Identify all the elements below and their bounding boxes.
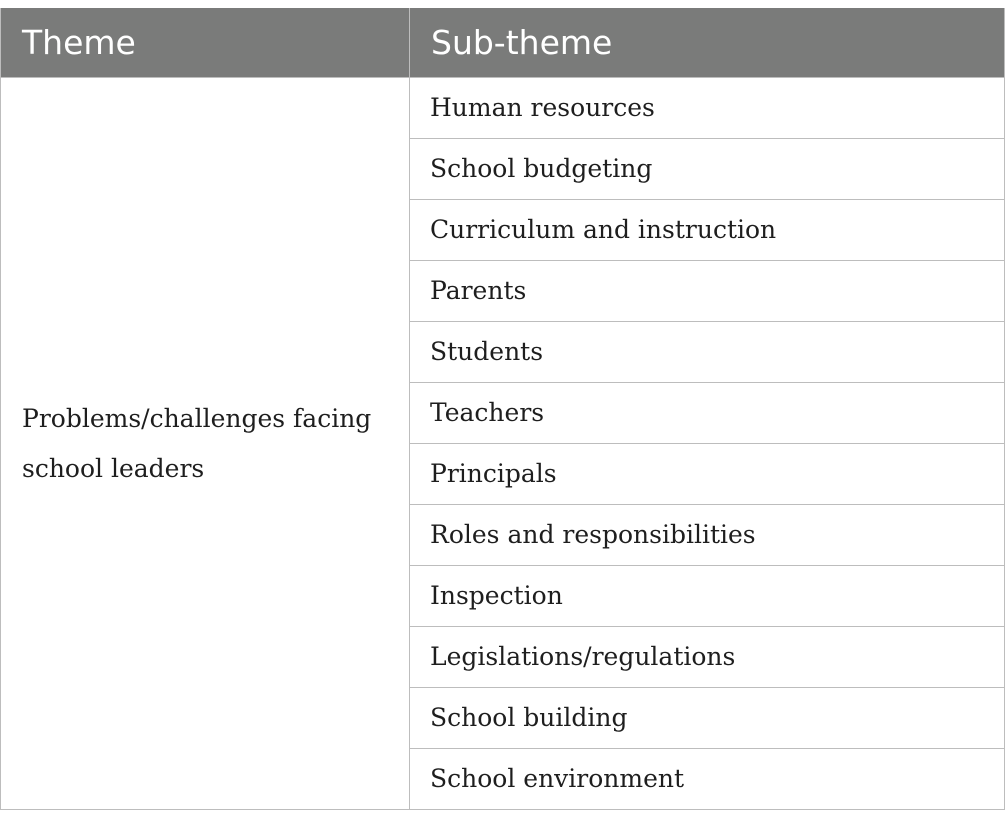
header-row: [1, 8, 1005, 78]
sub-theme-cell: Teachers: [410, 383, 1005, 444]
theme-cell: Problems/challenges facing school leaders: [1, 78, 410, 810]
table-header: [1, 8, 1005, 78]
sub-theme-cell: School budgeting: [410, 139, 1005, 200]
sub-theme-cell: Parents: [410, 261, 1005, 322]
theme-header: Theme: [1, 8, 410, 78]
sub-theme-cell: Legislations/regulations: [410, 627, 1005, 688]
sub-theme-cell: Curriculum and instruction: [410, 200, 1005, 261]
sub-theme-cell: Roles and responsibilities: [410, 505, 1005, 566]
table-body: [1, 78, 1005, 810]
sub-theme-cell: Students: [410, 322, 1005, 383]
themes-table-container: [0, 8, 1004, 810]
sub-theme-header: Sub-theme: [410, 8, 1005, 78]
sub-theme-cell: Human resources: [410, 78, 1005, 139]
themes-table: [0, 8, 1005, 810]
sub-theme-cell: Principals: [410, 444, 1005, 505]
sub-theme-cell: School building: [410, 688, 1005, 749]
table-row: [1, 78, 1005, 139]
sub-theme-cell: Inspection: [410, 566, 1005, 627]
sub-theme-cell: School environment: [410, 749, 1005, 810]
